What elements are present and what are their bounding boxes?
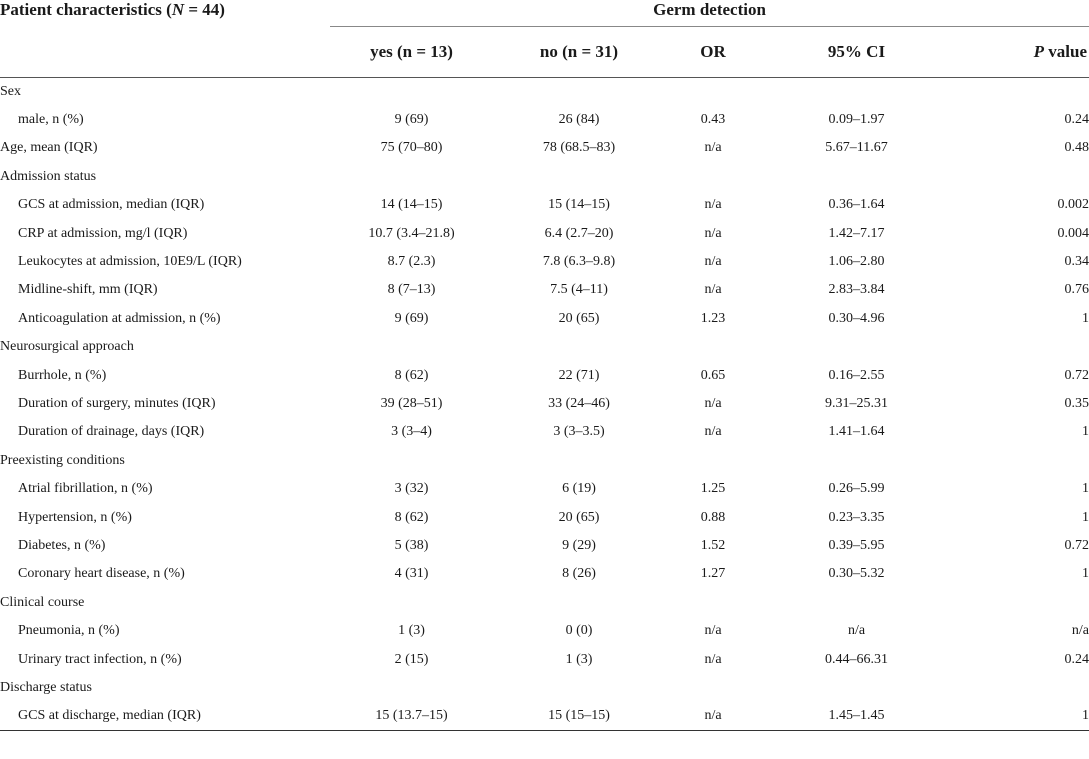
or-cell: n/a bbox=[704, 395, 722, 411]
no-cell: 1 (3) bbox=[565, 651, 593, 667]
no-cell bbox=[493, 447, 665, 475]
ci-cell: 0.36–1.64 bbox=[828, 197, 885, 213]
ci-cell: 1.06–2.80 bbox=[828, 254, 885, 270]
no-cell bbox=[493, 78, 665, 106]
table-row bbox=[0, 219, 1089, 247]
or-cell bbox=[665, 163, 761, 191]
section-row bbox=[0, 163, 1089, 191]
yes-cell bbox=[330, 447, 493, 475]
no-cell: 6.4 (2.7–20) bbox=[544, 225, 614, 241]
p-value-cell: 0.35 bbox=[1064, 395, 1089, 411]
ci-cell: 5.67–11.67 bbox=[825, 140, 888, 156]
p-value-cell: 1 bbox=[1082, 481, 1089, 497]
yes-column-header: yes (n = 13) bbox=[330, 27, 493, 78]
no-cell: 20 (65) bbox=[558, 310, 600, 326]
no-cell bbox=[493, 163, 665, 191]
p-value-cell bbox=[952, 589, 1089, 617]
header-row-2 bbox=[0, 27, 1089, 78]
or-cell: n/a bbox=[704, 197, 722, 213]
table-row bbox=[0, 305, 1089, 333]
row-label: Urinary tract infection, n (%) bbox=[18, 651, 182, 667]
section-row bbox=[0, 78, 1089, 106]
p-value-cell: 1 bbox=[1082, 509, 1089, 525]
table-row bbox=[0, 560, 1089, 588]
ci-cell: 0.44–66.31 bbox=[825, 651, 888, 667]
table-row bbox=[0, 532, 1089, 560]
or-cell: 1.25 bbox=[700, 481, 726, 497]
ci-cell: 0.09–1.97 bbox=[828, 112, 885, 128]
p-italic: P bbox=[1033, 42, 1045, 61]
table-body bbox=[0, 78, 1089, 731]
yes-cell: 15 (13.7–15) bbox=[330, 702, 493, 730]
row-label: GCS at discharge, median (IQR) bbox=[0, 702, 330, 730]
p-value-cell: n/a bbox=[1071, 623, 1089, 639]
p-value-suffix: value bbox=[1044, 42, 1088, 61]
table-row bbox=[0, 503, 1089, 531]
yes-cell: 3 (32) bbox=[394, 481, 429, 497]
row-label: Duration of surgery, minutes (IQR) bbox=[18, 395, 216, 411]
p-value-cell: 0.24 bbox=[1064, 651, 1089, 667]
p-value-cell bbox=[952, 447, 1089, 475]
or-cell: 1.52 bbox=[700, 537, 726, 553]
yes-cell: 8 (7–13) bbox=[387, 282, 436, 298]
ci-cell: 0.30–5.32 bbox=[828, 566, 885, 582]
ci-cell bbox=[761, 78, 952, 106]
no-cell: 78 (68.5–83) bbox=[542, 140, 616, 156]
yes-cell: 9 (69) bbox=[394, 112, 429, 128]
no-cell: 33 (24–46) bbox=[548, 395, 610, 411]
no-cell: 22 (71) bbox=[558, 367, 600, 383]
section-row bbox=[0, 589, 1089, 617]
or-cell: n/a bbox=[704, 424, 722, 440]
yes-cell: 2 (15) bbox=[394, 651, 429, 667]
ci-cell: 0.23–3.35 bbox=[828, 509, 885, 525]
row-label: Clinical course bbox=[0, 594, 85, 610]
row-label: Pneumonia, n (%) bbox=[18, 623, 120, 639]
p-value-cell bbox=[952, 674, 1089, 702]
row-label: Admission status bbox=[0, 168, 97, 184]
row-label: GCS at admission, median (IQR) bbox=[18, 197, 205, 213]
table-row bbox=[0, 106, 1089, 134]
table-row bbox=[0, 361, 1089, 389]
or-cell: n/a bbox=[704, 282, 722, 298]
no-cell: 20 (65) bbox=[558, 509, 600, 525]
row-label: Coronary heart disease, n (%) bbox=[18, 566, 185, 582]
or-cell bbox=[665, 78, 761, 106]
table-row bbox=[0, 134, 1089, 162]
p-value-cell: 0.72 bbox=[1064, 537, 1089, 553]
yes-cell: 9 (69) bbox=[394, 310, 429, 326]
ci-cell: 1.42–7.17 bbox=[828, 225, 885, 241]
row-label: Sex bbox=[0, 83, 21, 99]
yes-cell: 5 (38) bbox=[394, 537, 429, 553]
yes-cell bbox=[330, 674, 493, 702]
no-cell: 15 (15–15) bbox=[493, 702, 665, 730]
or-cell: 1.27 bbox=[700, 566, 726, 582]
p-value-cell: 1 bbox=[1082, 424, 1089, 440]
or-cell bbox=[665, 333, 761, 361]
or-cell: n/a bbox=[704, 140, 722, 156]
ci-cell: 1.45–1.45 bbox=[761, 702, 952, 730]
ci-cell bbox=[761, 589, 952, 617]
ci-cell: 1.41–1.64 bbox=[828, 424, 885, 440]
no-cell: 0 (0) bbox=[565, 623, 593, 639]
yes-cell: 8.7 (2.3) bbox=[387, 254, 436, 270]
table-row bbox=[0, 248, 1089, 276]
yes-cell: 39 (28–51) bbox=[380, 395, 443, 411]
ci-cell: 9.31–25.31 bbox=[825, 395, 888, 411]
no-cell: 7.5 (4–11) bbox=[550, 282, 608, 298]
table-row bbox=[0, 645, 1089, 673]
p-value-cell: 1 bbox=[1082, 566, 1089, 582]
p-value-cell: 0.24 bbox=[1064, 112, 1089, 128]
row-label: Midline-shift, mm (IQR) bbox=[18, 282, 158, 298]
yes-cell: 8 (62) bbox=[394, 509, 429, 525]
patient-characteristics-header bbox=[0, 0, 330, 27]
yes-cell bbox=[330, 78, 493, 106]
p-value-cell bbox=[952, 78, 1089, 106]
no-cell: 9 (29) bbox=[562, 537, 596, 553]
patient-char-suffix: = 44) bbox=[184, 0, 225, 19]
no-cell bbox=[493, 589, 665, 617]
row-label: Hypertension, n (%) bbox=[18, 509, 132, 525]
ci-cell bbox=[761, 674, 952, 702]
or-column-header: OR bbox=[665, 27, 761, 78]
p-value-cell bbox=[952, 333, 1089, 361]
or-cell: n/a bbox=[704, 225, 722, 241]
table-row bbox=[0, 191, 1089, 219]
or-cell: n/a bbox=[665, 702, 761, 730]
section-row bbox=[0, 333, 1089, 361]
p-value-cell: 1 bbox=[1082, 310, 1089, 326]
p-value-cell: 0.002 bbox=[1057, 197, 1089, 213]
p-value-cell: 0.76 bbox=[1064, 282, 1089, 298]
no-cell: 3 (3–3.5) bbox=[553, 424, 605, 440]
ci-cell bbox=[761, 333, 952, 361]
yes-cell: 1 (3) bbox=[398, 623, 425, 639]
or-cell: n/a bbox=[704, 651, 722, 667]
or-cell bbox=[665, 674, 761, 702]
ci-column-header: 95% CI bbox=[761, 27, 952, 78]
or-cell: 0.88 bbox=[700, 509, 726, 525]
row-label: Anticoagulation at admission, n (%) bbox=[18, 310, 221, 326]
or-cell bbox=[665, 447, 761, 475]
no-cell bbox=[493, 674, 665, 702]
or-cell bbox=[665, 589, 761, 617]
ci-cell: 0.26–5.99 bbox=[828, 481, 885, 497]
ci-cell: 0.16–2.55 bbox=[828, 367, 885, 383]
or-cell: 1.23 bbox=[700, 310, 726, 326]
patient-char-prefix: Patient characteristics ( bbox=[0, 0, 172, 19]
p-value-cell: 0.72 bbox=[1064, 367, 1089, 383]
yes-cell bbox=[330, 163, 493, 191]
table-row bbox=[0, 475, 1089, 503]
row-label: Burrhole, n (%) bbox=[18, 367, 107, 383]
ci-cell: 0.39–5.95 bbox=[828, 537, 885, 553]
yes-cell: 3 (3–4) bbox=[391, 424, 432, 440]
p-value-column-header bbox=[952, 27, 1089, 78]
row-label: Leukocytes at admission, 10E9/L (IQR) bbox=[18, 254, 242, 270]
row-label: CRP at admission, mg/l (IQR) bbox=[18, 225, 188, 241]
p-value-cell: 0.34 bbox=[1064, 254, 1089, 270]
or-cell: 0.65 bbox=[700, 367, 726, 383]
ci-cell: 2.83–3.84 bbox=[828, 282, 885, 298]
or-cell: n/a bbox=[704, 254, 722, 270]
section-row bbox=[0, 674, 1089, 702]
row-label: male, n (%) bbox=[18, 112, 84, 128]
no-cell: 15 (14–15) bbox=[548, 197, 610, 213]
or-cell: 0.43 bbox=[700, 112, 726, 128]
table-row bbox=[0, 390, 1089, 418]
patient-char-n: N bbox=[171, 0, 185, 19]
header-row-1 bbox=[0, 0, 1089, 27]
yes-cell: 14 (14–15) bbox=[380, 197, 443, 213]
p-value-cell: 0.48 bbox=[1064, 140, 1089, 156]
ci-cell bbox=[761, 447, 952, 475]
row-label: Atrial fibrillation, n (%) bbox=[18, 481, 153, 497]
row-label: Preexisting conditions bbox=[0, 452, 125, 468]
yes-cell bbox=[330, 589, 493, 617]
no-column-header: no (n = 31) bbox=[493, 27, 665, 78]
row-label: Duration of drainage, days (IQR) bbox=[18, 424, 205, 440]
table-row bbox=[0, 276, 1089, 304]
p-value-cell bbox=[952, 163, 1089, 191]
label-column-header bbox=[0, 27, 330, 78]
germ-detection-header: Germ detection bbox=[330, 0, 1089, 27]
row-label: Diabetes, n (%) bbox=[18, 537, 106, 553]
ci-cell: n/a bbox=[847, 623, 866, 639]
table-row bbox=[0, 418, 1089, 446]
ci-cell bbox=[761, 163, 952, 191]
table-row bbox=[0, 617, 1089, 645]
p-value-cell: 1 bbox=[952, 702, 1089, 730]
yes-cell: 75 (70–80) bbox=[380, 140, 443, 156]
section-row bbox=[0, 447, 1089, 475]
or-cell: n/a bbox=[704, 623, 722, 639]
yes-cell bbox=[330, 333, 493, 361]
no-cell: 6 (19) bbox=[562, 481, 596, 497]
no-cell bbox=[493, 333, 665, 361]
table-row bbox=[0, 702, 1089, 730]
ci-cell: 0.30–4.96 bbox=[828, 310, 885, 326]
yes-cell: 4 (31) bbox=[394, 566, 429, 582]
no-cell: 8 (26) bbox=[562, 566, 596, 582]
yes-cell: 10.7 (3.4–21.8) bbox=[368, 225, 455, 241]
row-label: Discharge status bbox=[0, 679, 92, 695]
no-cell: 7.8 (6.3–9.8) bbox=[542, 254, 616, 270]
row-label: Age, mean (IQR) bbox=[0, 140, 98, 156]
row-label: Neurosurgical approach bbox=[0, 339, 134, 355]
p-value-cell: 0.004 bbox=[1057, 225, 1089, 241]
yes-cell: 8 (62) bbox=[394, 367, 429, 383]
no-cell: 26 (84) bbox=[558, 112, 600, 128]
